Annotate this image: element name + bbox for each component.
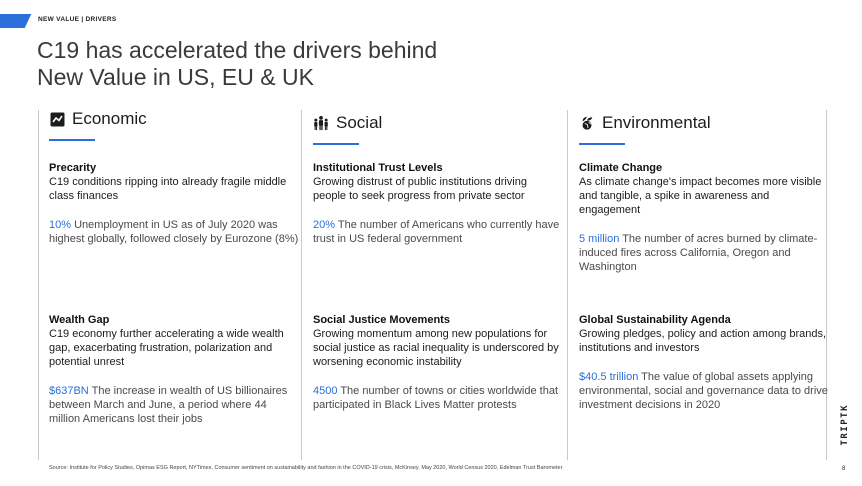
stat-highlight: 4500 xyxy=(313,385,338,397)
driver-heading: Global Sustainability Agenda xyxy=(579,314,731,326)
driver-item xyxy=(579,313,829,412)
source-footnote: Source: Institute for Policy Studies, Opimas ESG Report, NYTimes, Consumer sentiment on sustainability and fashion in the COVID-19 crisis, McKinsey, May 2020, World Census 2020, Edelman Trust Barometer xyxy=(49,465,563,471)
people-icon xyxy=(313,115,329,131)
page-number: 8 xyxy=(842,466,846,472)
driver-item xyxy=(313,161,563,246)
stat-text: The increase in wealth of US billionaires between March and June, a period where 44 million Americans lost their jobs xyxy=(49,385,288,425)
driver-stat xyxy=(49,218,299,246)
globe-leaf-icon xyxy=(579,115,595,131)
driver-description: C19 conditions ripping into already fragile middle class finances xyxy=(49,176,287,202)
driver-heading: Precarity xyxy=(49,162,97,174)
column-title: Environmental xyxy=(602,113,711,132)
stat-text: The number of Americans who currently have trust in US federal government xyxy=(313,219,560,245)
stat-text: The number of towns or cities worldwide that participated in Black Lives Matter protests xyxy=(313,385,558,411)
driver-item xyxy=(313,313,563,412)
driver-item xyxy=(579,161,829,274)
column-underline xyxy=(579,143,625,145)
eyebrow-label: NEW VALUE | DRIVERS xyxy=(38,16,117,23)
driver-heading: Institutional Trust Levels xyxy=(313,162,443,174)
driver-stat xyxy=(313,218,563,246)
stat-highlight: 20% xyxy=(313,219,336,231)
stat-text: The number of acres burned by climate-induced fires across California, Oregon and Washington xyxy=(579,233,818,273)
driver-item xyxy=(49,161,299,246)
stat-highlight: 10% xyxy=(49,219,72,231)
driver-stat xyxy=(579,232,829,274)
column-economic xyxy=(49,108,307,425)
stat-highlight: $637BN xyxy=(49,385,89,397)
brand-logo: TRIPTK xyxy=(840,404,850,446)
stat-highlight: 5 million xyxy=(579,233,620,245)
driver-description: As climate change's impact becomes more visible and tangible, a spike in awareness and engagement xyxy=(579,176,822,216)
column-underline xyxy=(313,143,359,145)
column-title: Social xyxy=(336,113,383,132)
column-underline xyxy=(49,139,95,141)
column-header xyxy=(49,108,307,130)
driver-description: C19 economy further accelerating a wide wealth gap, exacerbating frustration, polarization and potential unrest xyxy=(49,328,284,368)
driver-stat xyxy=(49,384,299,426)
stat-text: Unemployment in US as of July 2020 was highest globally, followed closely by Eurozone (8%) xyxy=(49,219,299,245)
column-header xyxy=(579,112,837,134)
column-divider xyxy=(567,110,568,460)
title-line-1: C19 has accelerated the drivers behind xyxy=(37,37,438,63)
stat-text: The value of global assets applying environmental, social and governance data to drive investment decisions in 2020 xyxy=(579,371,828,411)
accent-bar xyxy=(0,14,31,28)
column-header xyxy=(313,112,571,134)
column-environmental xyxy=(579,108,837,411)
column-divider xyxy=(38,110,39,460)
driver-item xyxy=(49,313,299,426)
driver-stat xyxy=(579,370,829,412)
column-title: Economic xyxy=(72,109,147,128)
column-social xyxy=(313,108,571,411)
column-divider xyxy=(301,110,302,460)
stat-highlight: $40.5 trillion xyxy=(579,371,639,383)
driver-description: Growing pledges, policy and action among brands, institutions and investors xyxy=(579,328,827,354)
title-line-2: New Value in US, EU & UK xyxy=(37,64,314,90)
chart-icon xyxy=(49,111,65,127)
driver-description: Growing distrust of public institutions driving people to seek progress from private sector xyxy=(313,176,527,202)
driver-stat xyxy=(313,384,563,412)
page-title xyxy=(37,37,557,91)
driver-heading: Wealth Gap xyxy=(49,314,110,326)
driver-heading: Social Justice Movements xyxy=(313,314,450,326)
driver-heading: Climate Change xyxy=(579,162,663,174)
driver-description: Growing momentum among new populations for social justice as racial inequality is underscored by worsening economic instability xyxy=(313,328,559,368)
